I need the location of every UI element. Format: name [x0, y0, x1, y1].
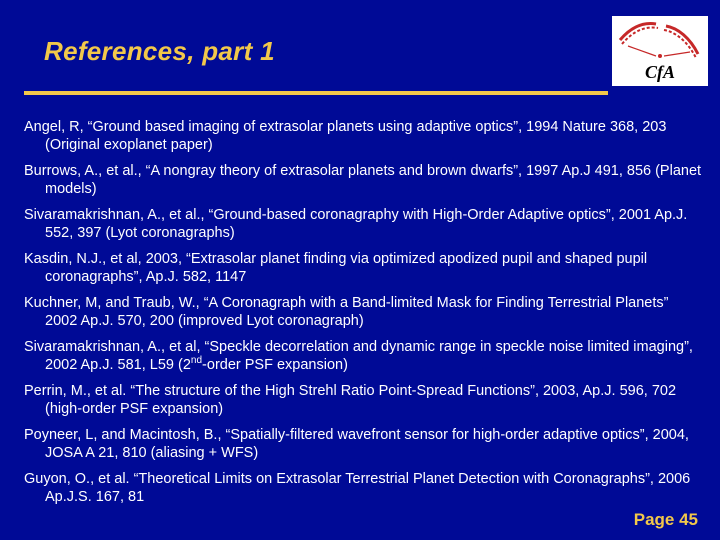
reference-item — [24, 338, 704, 374]
reference-item: Angel, R, “Ground based imaging of extrasolar planets using adaptive optics”, 1994 Nature 368, 203 (Original exoplanet paper) — [24, 119, 667, 153]
slide-title: References, part 1 — [44, 36, 275, 66]
title-underline — [24, 91, 608, 95]
cfa-logo-text: CfA — [644, 62, 676, 82]
reference-item: Kasdin, N.J., et al, 2003, “Extrasolar planet finding via optimized apodized pupil and shaped pupil coronagraphs”, Ap.J. 582, 1147 — [24, 251, 648, 285]
reference-list — [24, 118, 704, 514]
cfa-logo — [612, 16, 708, 86]
reference-item: Poyneer, L, and Macintosh, B., “Spatially-filtered wavefront sensor for high-order adaptive optics”, 2004, JOSA A 21, 810 (aliasing + WFS) — [24, 427, 689, 461]
reference-text: Sivaramakrishnan, A., et al, “Speckle decorrelation and dynamic range in speckle noise limited imaging”, 2002 Ap.J. 581, L59 (2 — [24, 339, 693, 373]
reference-text: -order PSF expansion) — [202, 357, 348, 373]
ordinal-suffix: nd — [190, 355, 203, 367]
reference-item: Burrows, A., et al., “A nongray theory of extrasolar planets and brown dwarfs”, 1997 Ap.J 491, 856 (Planet models) — [24, 163, 702, 197]
reference-item: Sivaramakrishnan, A., et al., “Ground-based coronagraphy with High-Order Adaptive optics”, 2001 Ap.J. 552, 397 (Lyot coronagraphs) — [24, 207, 688, 241]
reference-item: Kuchner, M, and Traub, W., “A Coronagraph with a Band-limited Mask for Finding Terrestrial Planets” 2002 Ap.J. 570, 200 (improved Lyot coronagraph) — [24, 295, 669, 329]
reference-item: Perrin, M., et al. “The structure of the High Strehl Ratio Point-Spread Functions”, 2003, Ap.J. 596, 702 (high-order PSF expansion) — [24, 383, 677, 417]
page-number: Page 45 — [633, 510, 698, 529]
reference-item: Guyon, O., et al. “Theoretical Limits on Extrasolar Terrestrial Planet Detection with Coronagraphs”, 2006 Ap.J.S. 167, 81 — [24, 471, 691, 505]
